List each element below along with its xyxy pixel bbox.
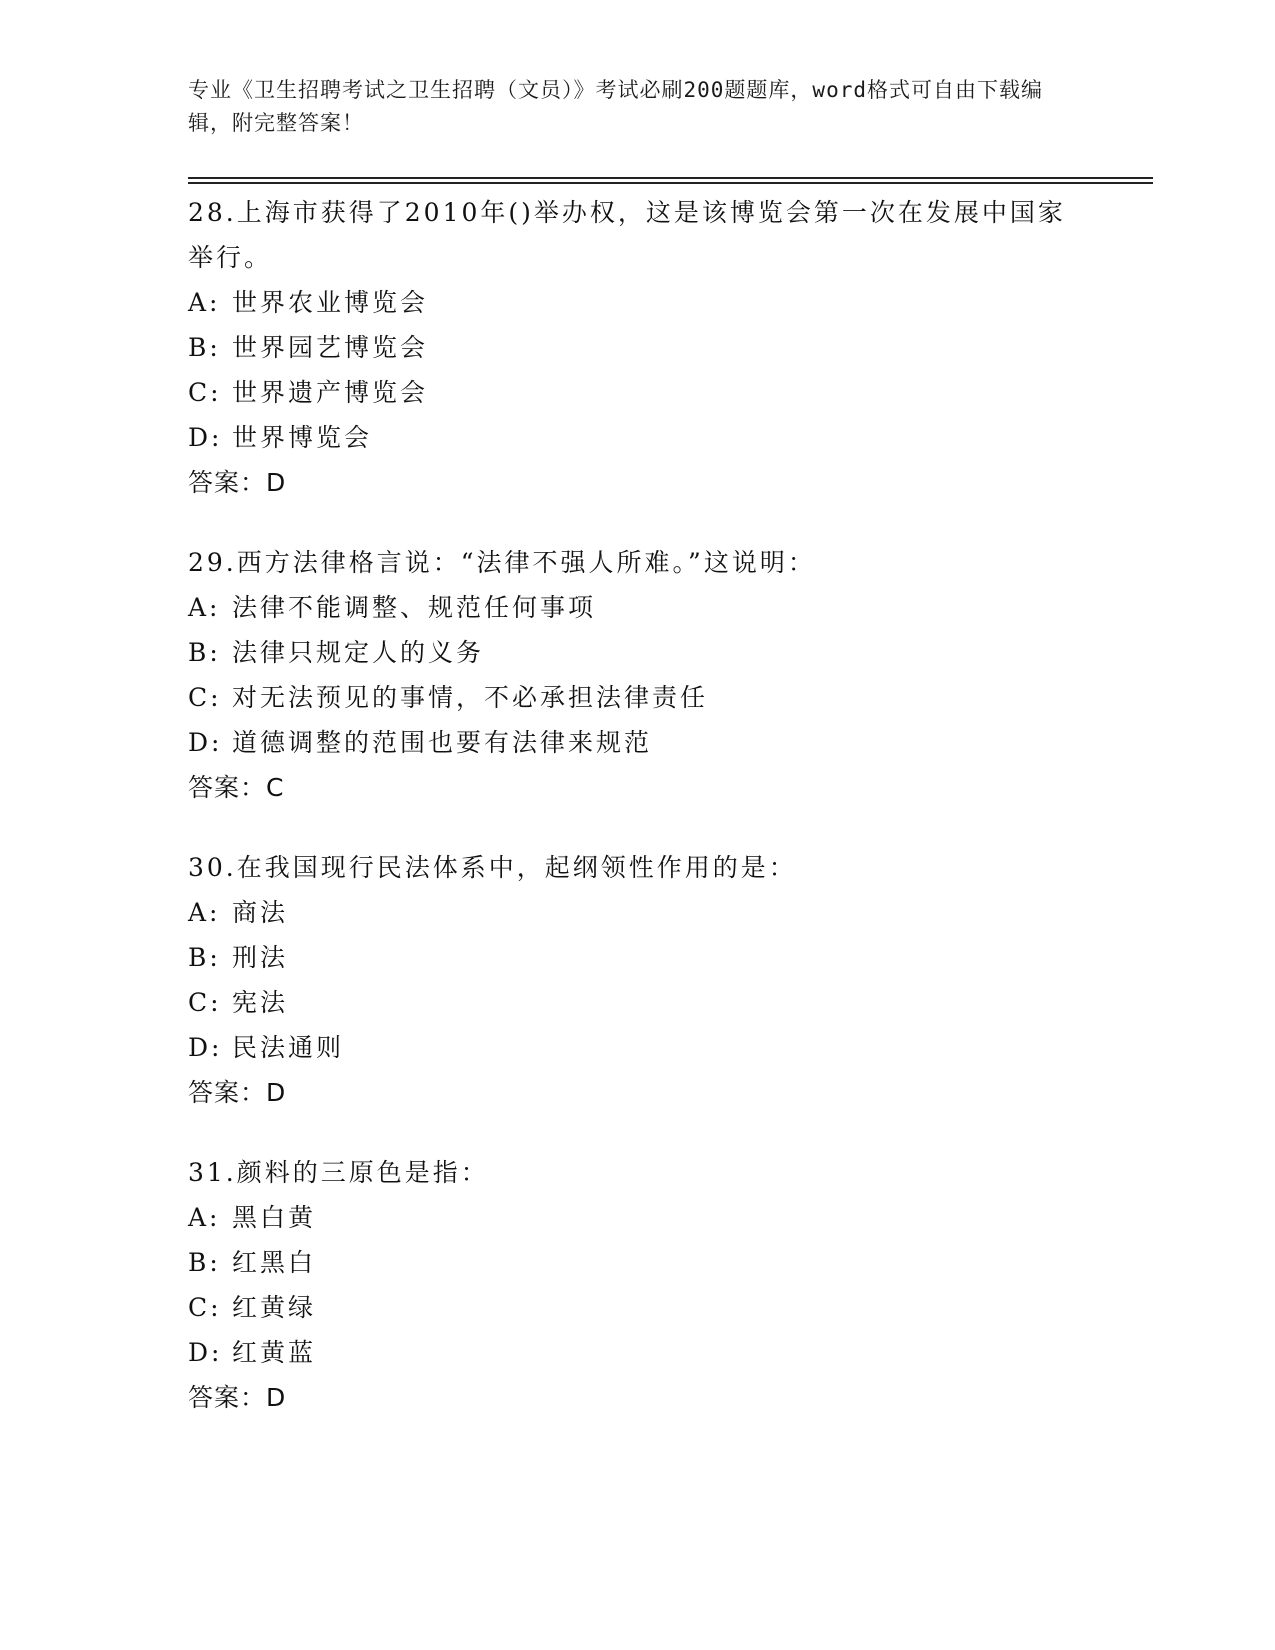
option-key: B: xyxy=(188,638,221,667)
option-text: 宪法 xyxy=(232,988,289,1017)
answer-text: 答案：D xyxy=(188,1078,287,1107)
question-block xyxy=(188,190,1068,506)
option-key: A: xyxy=(188,593,221,622)
option-text: 商法 xyxy=(232,898,289,927)
question-text: 28.上海市获得了2010年()举办权，这是该博览会第一次在发展中国家举行。 xyxy=(188,198,1066,272)
option-d xyxy=(188,720,1068,765)
question-text: 29.西方法律格言说：“法律不强人所难。”这说明： xyxy=(188,548,816,577)
option-text: 道德调整的范围也要有法律来规范 xyxy=(232,728,653,757)
option-key: D: xyxy=(188,728,223,757)
question-block xyxy=(188,845,1068,1116)
option-key: B: xyxy=(188,1248,221,1277)
option-text: 红黄蓝 xyxy=(232,1338,317,1367)
option-text: 世界园艺博览会 xyxy=(232,333,429,362)
option-text: 黑白黄 xyxy=(232,1203,317,1232)
option-key: C: xyxy=(188,988,222,1017)
option-text: 世界遗产博览会 xyxy=(232,378,429,407)
option-key: B: xyxy=(188,333,221,362)
option-text: 法律不能调整、规范任何事项 xyxy=(232,593,597,622)
option-text: 红黄绿 xyxy=(232,1293,317,1322)
option-key: A: xyxy=(188,1203,221,1232)
question-text: 31.颜料的三原色是指： xyxy=(188,1158,489,1187)
question-list xyxy=(188,190,1068,1455)
option-b xyxy=(188,935,1068,980)
option-d xyxy=(188,1025,1068,1070)
option-text: 红黑白 xyxy=(232,1248,317,1277)
option-b xyxy=(188,630,1068,675)
option-text: 世界农业博览会 xyxy=(232,288,429,317)
option-c xyxy=(188,370,1068,415)
option-key: D: xyxy=(188,1033,223,1062)
option-d xyxy=(188,415,1068,460)
option-a xyxy=(188,890,1068,935)
option-b xyxy=(188,325,1068,370)
option-text: 对无法预见的事情，不必承担法律责任 xyxy=(232,683,709,712)
option-c xyxy=(188,1285,1068,1330)
option-key: D: xyxy=(188,1338,223,1367)
answer-text: 答案：D xyxy=(188,468,287,497)
question-text: 30.在我国现行民法体系中，起纲领性作用的是： xyxy=(188,853,797,882)
option-a xyxy=(188,1195,1068,1240)
option-a xyxy=(188,280,1068,325)
answer-text: 答案：D xyxy=(188,1383,287,1412)
question-block xyxy=(188,540,1068,811)
option-key: C: xyxy=(188,683,222,712)
option-key: C: xyxy=(188,1293,222,1322)
option-key: C: xyxy=(188,378,222,407)
option-b xyxy=(188,1240,1068,1285)
document-header-title: 专业《卫生招聘考试之卫生招聘（文员）》考试必刷200题题库，word格式可自由下载编辑，附完整答案！ xyxy=(188,78,1043,135)
header-divider-bottom xyxy=(188,182,1153,184)
option-text: 民法通则 xyxy=(232,1033,345,1062)
option-key: A: xyxy=(188,288,221,317)
option-a xyxy=(188,585,1068,630)
answer-text: 答案：C xyxy=(188,773,285,802)
option-text: 法律只规定人的义务 xyxy=(232,638,485,667)
option-key: B: xyxy=(188,943,221,972)
header-divider-top xyxy=(188,177,1153,179)
option-c xyxy=(188,980,1068,1025)
option-key: D: xyxy=(188,423,223,452)
option-key: A: xyxy=(188,898,221,927)
question-block xyxy=(188,1150,1068,1421)
option-c xyxy=(188,675,1068,720)
option-text: 刑法 xyxy=(232,943,289,972)
option-d xyxy=(188,1330,1068,1375)
option-text: 世界博览会 xyxy=(232,423,373,452)
